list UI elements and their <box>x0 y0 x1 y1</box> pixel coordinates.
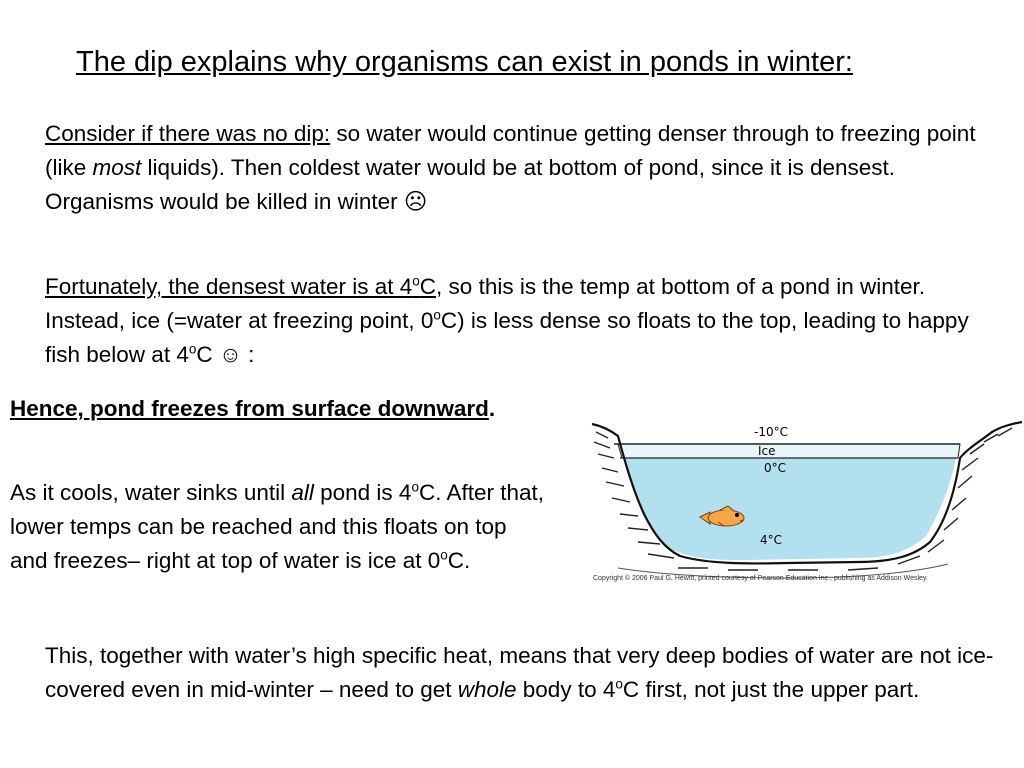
paragraph-fortunately <box>45 270 985 372</box>
degree-sup: o <box>188 341 197 357</box>
cooling-text-c: C. After that, lower temps can be reached and this floats on top and freezes– right at top of water is ice at 0 <box>10 480 545 573</box>
ice-temp-label: 0°C <box>764 461 787 475</box>
fortunately-heading-a: Fortunately, the densest water is at 4 <box>45 274 413 299</box>
fortunately-text-d: : <box>241 342 255 367</box>
specific-heat-text-c: C first, not just the upper part. <box>622 677 920 702</box>
degree-sup: o <box>412 273 420 289</box>
specific-heat-text-b: body to 4 <box>516 677 616 702</box>
cooling-text-d: C. <box>447 548 471 573</box>
pond-diagram <box>588 418 1024 588</box>
degree-sup: o <box>615 676 623 692</box>
paragraph-hence <box>10 392 530 426</box>
ice-label: Ice <box>758 444 776 458</box>
no-dip-text-a: so water would continue getting denser through to freezing point (like <box>45 121 976 180</box>
no-dip-emphasis: most <box>92 155 142 180</box>
fortunately-text-b: C) is less dense so floats to the top, leading to happy fish below at 4 <box>45 308 969 367</box>
page-title: The dip explains why organisms can exist in ponds in winter: <box>76 46 853 78</box>
no-dip-heading: Consider if there was no dip: <box>45 121 331 146</box>
degree-sup: o <box>440 547 448 563</box>
ice-layer <box>618 444 960 458</box>
pond-water <box>624 458 956 560</box>
fortunately-text-a: , so this is the temp at bottom of a pond in winter. Instead, ice (=water at freezing point, 0 <box>45 274 926 333</box>
paragraph-specific-heat <box>45 639 1015 707</box>
hence-heading: Hence, pond freezes from surface downward <box>10 396 489 421</box>
fortunately-heading-b: C <box>419 274 437 299</box>
hence-period: . <box>488 396 496 421</box>
cooling-text-a: As it cools, water sinks until <box>10 480 292 505</box>
paragraph-cooling <box>10 476 550 578</box>
bottom-temp-label: 4°C <box>760 533 783 547</box>
specific-heat-emphasis: whole <box>457 677 517 702</box>
air-temp-label: -10°C <box>754 425 788 439</box>
copyright-note: Copyright © 2006 Paul G. Hewitt, printed courtesy of Pearson Education Inc., publishing as Addison Wesley. <box>593 575 928 582</box>
paragraph-no-dip <box>45 117 985 219</box>
sad-face-icon: ☹ <box>403 189 428 214</box>
cooling-text-b: pond is 4 <box>313 480 412 505</box>
degree-sup: o <box>433 307 441 323</box>
specific-heat-text-a: This, together with water’s high specific heat, means that very deep bodies of water are not ice-covered even in mid-winter – need to get <box>45 643 994 702</box>
degree-sup: o <box>411 479 419 495</box>
fortunately-heading <box>45 274 436 299</box>
cooling-emphasis: all <box>291 480 314 505</box>
smiley-face-icon: ☺ <box>218 342 242 367</box>
fortunately-text-c: C <box>196 342 219 367</box>
no-dip-text-b: liquids). Then coldest water would be at bottom of pond, since it is densest. Organisms would be killed in winter <box>45 155 896 214</box>
